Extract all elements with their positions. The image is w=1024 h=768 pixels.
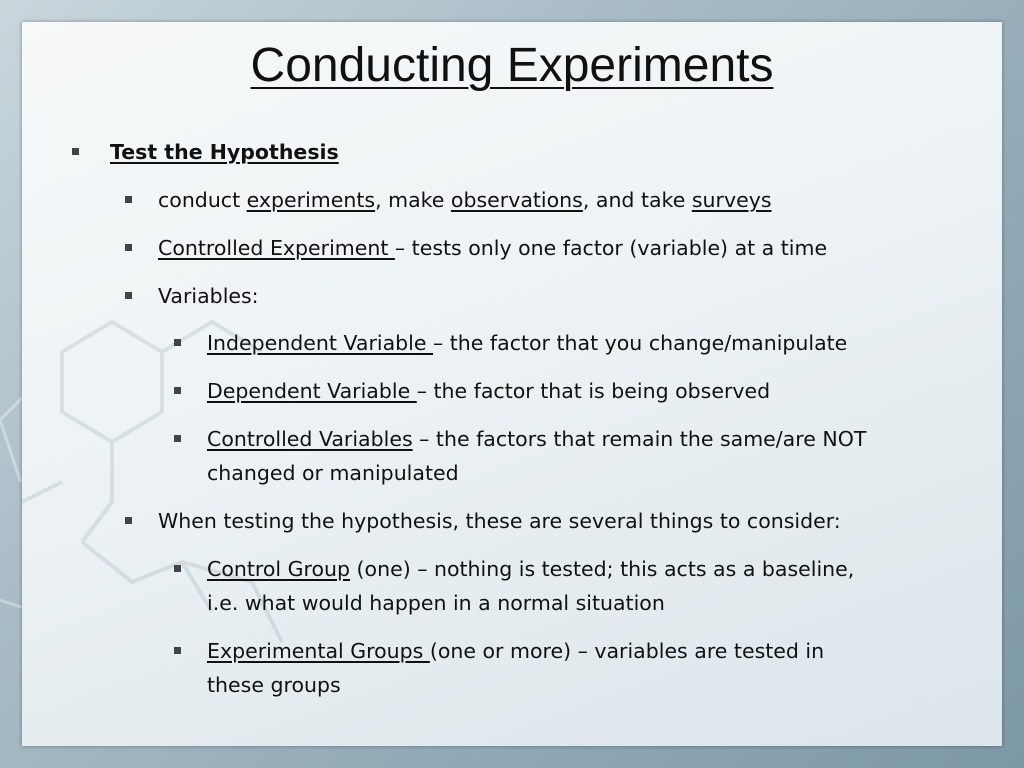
bullet-list [22, 22, 1002, 746]
bullet-independent-variable: Independent Variable – the factor that you change/manipulate [174, 326, 974, 360]
bullet-square-icon [174, 565, 181, 572]
bullet-square-icon [125, 196, 132, 203]
bullet-square-icon [174, 387, 181, 394]
slide-title: Conducting Experiments [250, 39, 774, 92]
bullet-test-hypothesis [72, 135, 972, 169]
bullet-controlled-variables: Controlled Variables – the factors that remain the same/are NOT changed or manipulated [174, 422, 974, 490]
bullet-control-group: Control Group (one) – nothing is tested; this acts as a baseline, i.e. what would happen in a normal situation [174, 552, 974, 620]
bullet-variables: Variables: [125, 279, 975, 313]
bullet-when-testing: When testing the hypothesis, these are several things to consider: [125, 504, 975, 538]
bullet-conduct-experiments: conduct experiments, make observations, and take surveys [125, 183, 975, 217]
bullet-square-icon [174, 435, 181, 442]
bullet-square-icon [72, 148, 79, 155]
bullet-experimental-groups: Experimental Groups (one or more) – variables are tested in these groups [174, 634, 974, 702]
heading-test-hypothesis: Test the Hypothesis [110, 140, 339, 164]
bullet-square-icon [125, 292, 132, 299]
bullet-controlled-experiment: Controlled Experiment – tests only one factor (variable) at a time [125, 231, 975, 265]
bullet-dependent-variable: Dependent Variable – the factor that is being observed [174, 374, 974, 408]
bullet-square-icon [125, 244, 132, 251]
slide [22, 22, 1002, 746]
bullet-square-icon [174, 339, 181, 346]
bullet-square-icon [125, 517, 132, 524]
bullet-square-icon [174, 647, 181, 654]
